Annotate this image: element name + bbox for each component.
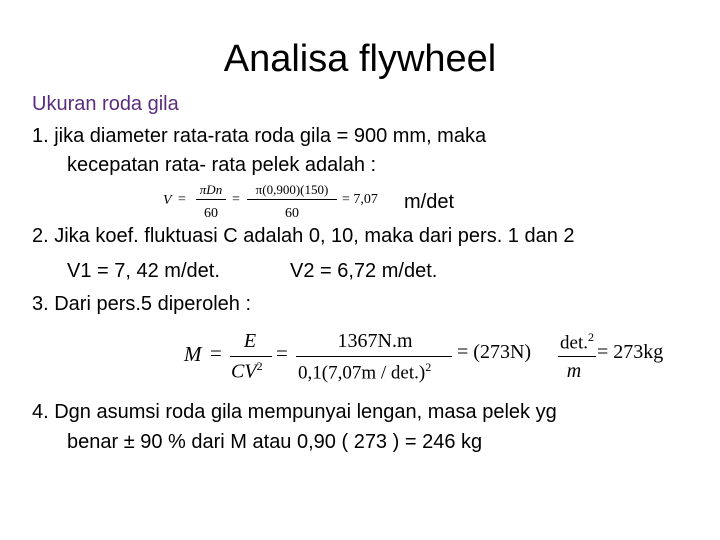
- formula2-f1-bar: [230, 356, 272, 357]
- formula2-lhs: M: [184, 342, 202, 366]
- formula2-f1-den-sup: 2: [256, 359, 263, 373]
- formula2-eq2: =: [276, 341, 288, 365]
- subtitle: Ukuran roda gila: [32, 93, 179, 115]
- formula2-f1-den: $CV^2$: [231, 359, 263, 383]
- formula1-frac1-den: 60: [204, 206, 218, 221]
- formula1-eq: =: [178, 192, 186, 207]
- item1-line1: 1. jika diameter rata-rata roda gila = 900 mm, maka: [32, 125, 487, 147]
- formula1-frac2-den: 60: [285, 206, 299, 221]
- formula1-frac1-bar: [196, 199, 226, 200]
- formula2-result: = 273kg: [597, 341, 664, 363]
- formula2-f2-den-sup: 2: [425, 360, 432, 374]
- formula1-frac2-bar: [247, 199, 337, 200]
- formula2-f3-num: det.$^2$: [560, 330, 594, 354]
- formula2-eq3: = (273N): [457, 341, 532, 363]
- item1-line2: kecepatan rata- rata pelek adalah :: [67, 154, 377, 176]
- formula1-frac2-num: π(0,900)(150): [255, 182, 329, 197]
- item3-line1: 3. Dari pers.5 diperoleh :: [32, 293, 252, 315]
- formula2-f2-bar: [296, 356, 452, 357]
- formula2-eq1: =: [210, 341, 222, 365]
- formula1-result: = 7,07: [342, 192, 378, 207]
- item4-line2: benar ± 90 % dari M atau 0,90 ( 273 ) = 246 kg: [67, 431, 483, 453]
- formula1-frac1-num: πDn: [199, 182, 223, 197]
- item2-v2: V2 = 6,72 m/det.: [290, 260, 438, 282]
- item2-v1: V1 = 7, 42 m/det.: [67, 260, 220, 282]
- item2-line1: 2. Jika koef. fluktuasi C adalah 0, 10, maka dari pers. 1 dan 2: [32, 225, 575, 247]
- formula2-f3-num-sup: 2: [587, 330, 594, 344]
- formula2-f3-bar: [558, 356, 596, 357]
- item1-unit: m/det: [404, 191, 455, 213]
- formula2-f1-num: E: [243, 330, 257, 352]
- formula2-f2-num: 1367N.m: [337, 330, 413, 352]
- formula2-f3-den: m: [566, 360, 582, 382]
- item4-line1: 4. Dgn asumsi roda gila mempunyai lengan, masa pelek yg: [32, 401, 557, 423]
- formula1-lhs: V: [163, 193, 172, 208]
- page-title: Analisa flywheel: [223, 38, 497, 80]
- formula1-eq2: =: [232, 192, 240, 207]
- formula2-f2-den: 0,1(7,07m / det.)$^2$: [298, 360, 432, 384]
